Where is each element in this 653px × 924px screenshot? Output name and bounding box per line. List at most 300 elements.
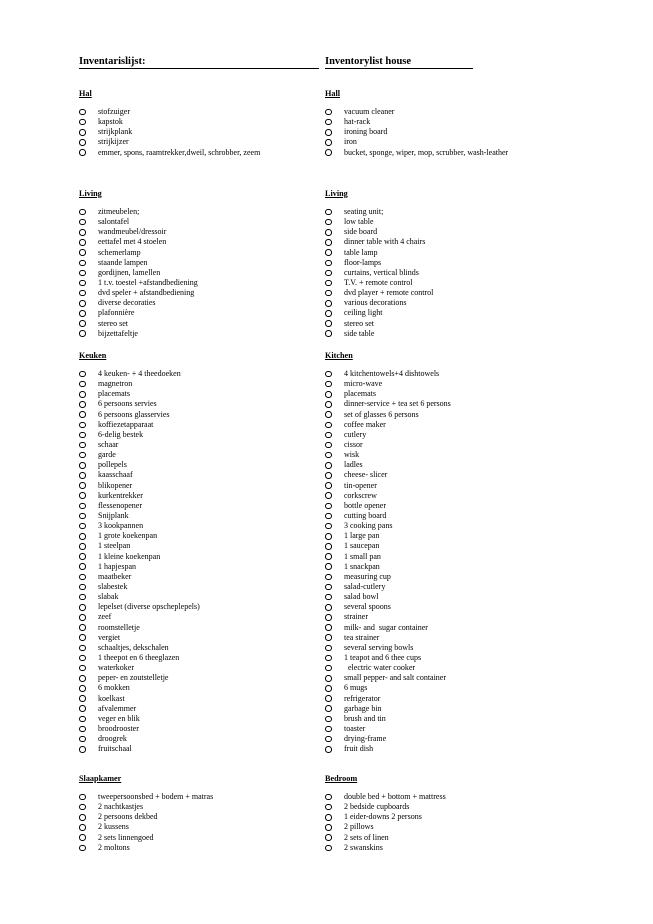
circle-bullet-icon xyxy=(325,624,332,631)
item-label: zitmeubelen; xyxy=(98,207,140,216)
list-item xyxy=(79,633,319,643)
item-label: garbage bin xyxy=(344,703,382,713)
circle-bullet-icon xyxy=(325,726,332,733)
item-label: side board xyxy=(344,227,378,237)
circle-bullet-icon xyxy=(79,452,86,459)
item-label: 2 kussens xyxy=(98,822,129,832)
list-item xyxy=(79,137,319,147)
list-item xyxy=(325,460,625,470)
item-label: set of glasses 6 persons xyxy=(344,409,419,419)
item-label: 1 saucepan xyxy=(344,541,380,551)
list-item xyxy=(79,582,319,592)
item-label: side table xyxy=(344,328,375,338)
circle-bullet-icon xyxy=(325,452,332,459)
item-label: tea strainer xyxy=(344,632,380,642)
list-item xyxy=(79,227,319,237)
item-label: diverse decoraties xyxy=(98,298,156,308)
item-label: T.V. + remote control xyxy=(344,277,413,287)
item-label: several serving bowls xyxy=(344,642,414,652)
list-item xyxy=(325,237,625,247)
list-item xyxy=(79,663,319,673)
list-item xyxy=(325,319,625,329)
list-item xyxy=(79,521,319,531)
circle-bullet-icon xyxy=(79,401,86,408)
item-label: fruit dish xyxy=(344,744,374,754)
item-label: peper- en zoutstelletje xyxy=(98,673,169,683)
circle-bullet-icon xyxy=(79,533,86,540)
item-label: salad bowl xyxy=(344,592,379,602)
item-label: dinner table with 4 chairs xyxy=(344,237,426,247)
list-item xyxy=(325,481,625,491)
item-label: 6 mokken xyxy=(98,683,130,693)
item-label: waterkoker xyxy=(98,663,134,673)
list-item xyxy=(79,812,319,822)
list-item xyxy=(325,744,625,754)
circle-bullet-icon xyxy=(325,746,332,753)
item-label: dvd player + remote control xyxy=(344,288,434,298)
circle-bullet-icon xyxy=(79,300,86,307)
item-label: strainer xyxy=(344,612,368,622)
item-label: flessenopener xyxy=(98,500,142,510)
circle-bullet-icon xyxy=(79,804,86,811)
circle-bullet-icon xyxy=(325,290,332,297)
list-item xyxy=(79,440,319,450)
item-label: 2 swanskins xyxy=(344,842,383,852)
circle-bullet-icon xyxy=(325,482,332,489)
circle-bullet-icon xyxy=(79,845,86,852)
list-item xyxy=(325,329,625,339)
circle-bullet-icon xyxy=(79,432,86,439)
section-heading: Living xyxy=(325,189,348,198)
circle-bullet-icon xyxy=(79,260,86,267)
circle-bullet-icon xyxy=(79,381,86,388)
circle-bullet-icon xyxy=(325,503,332,510)
list-item xyxy=(325,127,625,137)
list-item xyxy=(79,369,319,379)
list-item xyxy=(79,329,319,339)
item-label: 4 kitchentowels+4 dishtowels xyxy=(344,369,440,378)
circle-bullet-icon xyxy=(79,109,86,116)
circle-bullet-icon xyxy=(325,109,332,116)
circle-bullet-icon xyxy=(79,280,86,287)
circle-bullet-icon xyxy=(79,371,86,378)
list-item xyxy=(79,460,319,470)
circle-bullet-icon xyxy=(325,716,332,723)
circle-bullet-icon xyxy=(79,270,86,277)
list-item xyxy=(79,117,319,127)
list-item xyxy=(325,207,625,217)
item-label: micro-wave xyxy=(344,379,383,389)
list-item xyxy=(79,470,319,480)
list-item xyxy=(325,643,625,653)
item-label: cissor xyxy=(344,439,363,449)
list-item xyxy=(79,694,319,704)
list-item xyxy=(79,734,319,744)
item-label: milk- and sugar container xyxy=(344,622,428,632)
item-label: dvd speler + afstandbediening xyxy=(98,288,195,298)
list-item xyxy=(79,127,319,137)
list-item xyxy=(79,724,319,734)
circle-bullet-icon xyxy=(325,300,332,307)
circle-bullet-icon xyxy=(325,492,332,499)
english-section-living xyxy=(325,189,625,339)
english-section-bedroom xyxy=(325,774,625,853)
circle-bullet-icon xyxy=(325,381,332,388)
item-label: 1 large pan xyxy=(344,531,380,541)
english-section-kitchen xyxy=(325,351,625,754)
item-label: 6 persoons servies xyxy=(98,399,157,409)
list-item xyxy=(79,410,319,420)
circle-bullet-icon xyxy=(325,330,332,337)
item-label: bucket, sponge, wiper, mop, scrubber, wash-leather xyxy=(344,147,509,157)
list-item xyxy=(79,531,319,541)
circle-bullet-icon xyxy=(325,260,332,267)
item-label: broodrooster xyxy=(98,723,139,733)
item-list xyxy=(79,369,319,754)
item-label: 1 eider-downs 2 persons xyxy=(344,812,422,822)
item-label: ceiling light xyxy=(344,308,383,318)
list-item xyxy=(325,683,625,693)
item-label: wandmeubel/dressoir xyxy=(98,227,167,237)
item-label: 2 pillows xyxy=(344,822,374,832)
item-label: 3 cooking pans xyxy=(344,521,393,531)
list-item xyxy=(79,319,319,329)
circle-bullet-icon xyxy=(325,119,332,126)
list-item xyxy=(79,673,319,683)
circle-bullet-icon xyxy=(325,270,332,277)
circle-bullet-icon xyxy=(325,543,332,550)
list-item xyxy=(79,217,319,227)
circle-bullet-icon xyxy=(79,695,86,702)
item-label: table lamp xyxy=(344,247,378,257)
list-item xyxy=(325,572,625,582)
list-item xyxy=(325,694,625,704)
circle-bullet-icon xyxy=(325,280,332,287)
circle-bullet-icon xyxy=(79,665,86,672)
list-item xyxy=(325,410,625,420)
item-label: 6-delig bestek xyxy=(98,429,144,439)
item-label: schaar xyxy=(98,439,119,449)
circle-bullet-icon xyxy=(325,675,332,682)
list-item xyxy=(325,833,625,843)
circle-bullet-icon xyxy=(79,290,86,297)
circle-bullet-icon xyxy=(325,695,332,702)
circle-bullet-icon xyxy=(79,330,86,337)
list-item xyxy=(79,843,319,853)
item-list xyxy=(325,207,625,339)
item-label: various decorations xyxy=(344,298,407,308)
item-label: floor-lamps xyxy=(344,257,382,267)
list-item xyxy=(325,107,625,117)
item-label: 2 moltons xyxy=(98,842,130,852)
item-label: koelkast xyxy=(98,693,125,703)
list-item xyxy=(79,288,319,298)
dutch-section-bedroom xyxy=(79,774,319,853)
list-item xyxy=(325,633,625,643)
list-item xyxy=(79,501,319,511)
list-item xyxy=(325,440,625,450)
section-heading: Hal xyxy=(79,89,92,98)
circle-bullet-icon xyxy=(325,655,332,662)
list-item xyxy=(79,744,319,754)
circle-bullet-icon xyxy=(325,442,332,449)
item-label: 2 nachtkastjes xyxy=(98,802,144,812)
item-label: placemats xyxy=(344,389,376,399)
circle-bullet-icon xyxy=(79,119,86,126)
circle-bullet-icon xyxy=(325,149,332,156)
item-label: coffee maker xyxy=(344,419,386,429)
circle-bullet-icon xyxy=(79,553,86,560)
item-label: cheese- slicer xyxy=(344,470,388,480)
list-item xyxy=(325,562,625,572)
circle-bullet-icon xyxy=(325,239,332,246)
item-label: 6 mugs xyxy=(344,683,368,693)
circle-bullet-icon xyxy=(79,219,86,226)
list-item xyxy=(325,714,625,724)
circle-bullet-icon xyxy=(325,594,332,601)
circle-bullet-icon xyxy=(325,563,332,570)
circle-bullet-icon xyxy=(79,574,86,581)
item-label: ladles xyxy=(344,460,363,470)
item-label: refrigerator xyxy=(344,693,381,703)
item-label: bijzettafeltje xyxy=(98,328,138,338)
item-label: small pepper- and salt container xyxy=(344,673,447,683)
circle-bullet-icon xyxy=(79,604,86,611)
section-heading: Kitchen xyxy=(325,351,353,360)
item-label: placemats xyxy=(98,389,130,399)
item-label: kurkentrekker xyxy=(98,490,143,500)
list-item xyxy=(325,278,625,288)
circle-bullet-icon xyxy=(79,442,86,449)
circle-bullet-icon xyxy=(79,834,86,841)
circle-bullet-icon xyxy=(325,310,332,317)
list-item xyxy=(79,248,319,258)
circle-bullet-icon xyxy=(79,746,86,753)
list-item xyxy=(79,399,319,409)
item-label: bottle opener xyxy=(344,500,386,510)
circle-bullet-icon xyxy=(79,655,86,662)
item-label: schaaltjes, dekschalen xyxy=(98,642,169,652)
circle-bullet-icon xyxy=(325,824,332,831)
list-item xyxy=(79,802,319,812)
list-item xyxy=(325,430,625,440)
list-item xyxy=(325,552,625,562)
item-label: cutting board xyxy=(344,510,387,520)
list-item xyxy=(325,843,625,853)
item-label: strijkplank xyxy=(98,127,133,137)
list-item xyxy=(79,552,319,562)
section-heading: Slaapkamer xyxy=(79,774,122,783)
circle-bullet-icon xyxy=(325,834,332,841)
dutch-section-hall xyxy=(79,89,319,158)
circle-bullet-icon xyxy=(325,685,332,692)
item-label: slabak xyxy=(98,592,119,602)
item-label: strijkijzer xyxy=(98,137,129,147)
item-label: garde xyxy=(98,450,116,460)
circle-bullet-icon xyxy=(79,513,86,520)
list-item xyxy=(79,562,319,572)
item-label: several spoons xyxy=(344,602,391,612)
circle-bullet-icon xyxy=(79,614,86,621)
list-item xyxy=(325,491,625,501)
list-item xyxy=(325,501,625,511)
item-label: pollepels xyxy=(98,460,127,470)
circle-bullet-icon xyxy=(79,229,86,236)
circle-bullet-icon xyxy=(325,614,332,621)
list-item xyxy=(325,612,625,622)
item-label: 2 sets of linen xyxy=(344,832,389,842)
circle-bullet-icon xyxy=(325,794,332,801)
circle-bullet-icon xyxy=(325,139,332,146)
item-label: curtains, vertical blinds xyxy=(344,267,419,277)
circle-bullet-icon xyxy=(325,845,332,852)
circle-bullet-icon xyxy=(79,139,86,146)
list-item xyxy=(325,812,625,822)
item-label: 6 persoons glasservies xyxy=(98,409,170,419)
dutch-title: Inventarislijst: xyxy=(79,56,319,69)
list-item xyxy=(325,117,625,127)
list-item xyxy=(325,704,625,714)
circle-bullet-icon xyxy=(79,462,86,469)
list-item xyxy=(325,653,625,663)
list-item xyxy=(325,582,625,592)
list-item xyxy=(79,602,319,612)
english-section-hall xyxy=(325,89,625,158)
list-item xyxy=(325,298,625,308)
list-item xyxy=(79,379,319,389)
circle-bullet-icon xyxy=(325,229,332,236)
circle-bullet-icon xyxy=(79,794,86,801)
item-label: 1 grote koekenpan xyxy=(98,531,158,541)
item-label: tweepersoonsbed + bodem + matras xyxy=(98,792,214,801)
item-list xyxy=(325,369,625,754)
list-item xyxy=(79,298,319,308)
circle-bullet-icon xyxy=(325,320,332,327)
circle-bullet-icon xyxy=(325,533,332,540)
english-title: Inventorylist house xyxy=(325,56,473,69)
list-item xyxy=(325,399,625,409)
list-item xyxy=(79,430,319,440)
list-item xyxy=(79,683,319,693)
list-item xyxy=(325,288,625,298)
list-item xyxy=(325,369,625,379)
item-label: hat-rack xyxy=(344,117,371,127)
list-item xyxy=(79,714,319,724)
list-item xyxy=(325,420,625,430)
circle-bullet-icon xyxy=(325,814,332,821)
item-label: 1 kleine koekenpan xyxy=(98,551,161,561)
list-item xyxy=(325,268,625,278)
item-list xyxy=(325,792,625,853)
list-item xyxy=(79,643,319,653)
list-item xyxy=(325,137,625,147)
circle-bullet-icon xyxy=(79,149,86,156)
item-label: toaster xyxy=(344,723,366,733)
item-label: lepelset (diverse opscheplepels) xyxy=(98,602,200,612)
circle-bullet-icon xyxy=(325,391,332,398)
list-item xyxy=(325,623,625,633)
list-item xyxy=(325,541,625,551)
circle-bullet-icon xyxy=(325,553,332,560)
circle-bullet-icon xyxy=(79,543,86,550)
circle-bullet-icon xyxy=(325,513,332,520)
list-item xyxy=(325,511,625,521)
circle-bullet-icon xyxy=(79,310,86,317)
circle-bullet-icon xyxy=(79,645,86,652)
circle-bullet-icon xyxy=(79,624,86,631)
list-item xyxy=(79,822,319,832)
list-item xyxy=(325,217,625,227)
circle-bullet-icon xyxy=(325,804,332,811)
item-label: drying-frame xyxy=(344,734,387,744)
circle-bullet-icon xyxy=(79,736,86,743)
circle-bullet-icon xyxy=(325,574,332,581)
item-label: kaasschaaf xyxy=(98,470,133,480)
list-item xyxy=(325,724,625,734)
circle-bullet-icon xyxy=(79,239,86,246)
list-item xyxy=(325,822,625,832)
item-label: magnetron xyxy=(98,379,133,389)
item-label: 2 sets linnengoed xyxy=(98,832,154,842)
circle-bullet-icon xyxy=(79,814,86,821)
item-label: cutlery xyxy=(344,429,367,439)
item-label: staande lampen xyxy=(98,257,148,267)
list-item xyxy=(325,148,625,158)
circle-bullet-icon xyxy=(79,209,86,216)
circle-bullet-icon xyxy=(79,472,86,479)
circle-bullet-icon xyxy=(325,645,332,652)
circle-bullet-icon xyxy=(325,705,332,712)
list-item xyxy=(325,602,625,612)
item-label: 1 small pan xyxy=(344,551,381,561)
list-item xyxy=(79,653,319,663)
item-label: afvalemmer xyxy=(98,703,137,713)
item-label: roomstelletje xyxy=(98,622,140,632)
list-item xyxy=(79,541,319,551)
section-heading: Bedroom xyxy=(325,774,358,783)
circle-bullet-icon xyxy=(79,705,86,712)
list-item xyxy=(325,734,625,744)
item-label: 1 hapjespan xyxy=(98,561,136,571)
circle-bullet-icon xyxy=(325,472,332,479)
list-item xyxy=(325,531,625,541)
list-item xyxy=(325,592,625,602)
item-label: vacuum cleaner xyxy=(344,107,395,116)
list-item xyxy=(325,389,625,399)
circle-bullet-icon xyxy=(79,320,86,327)
item-label: wisk xyxy=(344,450,360,460)
list-item xyxy=(325,258,625,268)
item-label: slabestek xyxy=(98,581,128,591)
item-list xyxy=(79,792,319,853)
list-item xyxy=(79,148,319,158)
list-item xyxy=(79,420,319,430)
item-label: 1 teapot and 6 thee cups xyxy=(344,652,422,662)
circle-bullet-icon xyxy=(325,129,332,136)
list-item xyxy=(325,673,625,683)
circle-bullet-icon xyxy=(325,209,332,216)
circle-bullet-icon xyxy=(79,503,86,510)
list-item xyxy=(79,308,319,318)
item-list xyxy=(325,107,625,158)
item-label: eettafel met 4 stoelen xyxy=(98,237,167,247)
item-label: emmer, spons, raamtrekker,dweil, schrobber, zeem xyxy=(98,147,261,157)
circle-bullet-icon xyxy=(325,401,332,408)
item-label: veger en blik xyxy=(98,713,140,723)
list-item xyxy=(79,792,319,802)
list-item xyxy=(79,237,319,247)
section-heading: Living xyxy=(79,189,102,198)
